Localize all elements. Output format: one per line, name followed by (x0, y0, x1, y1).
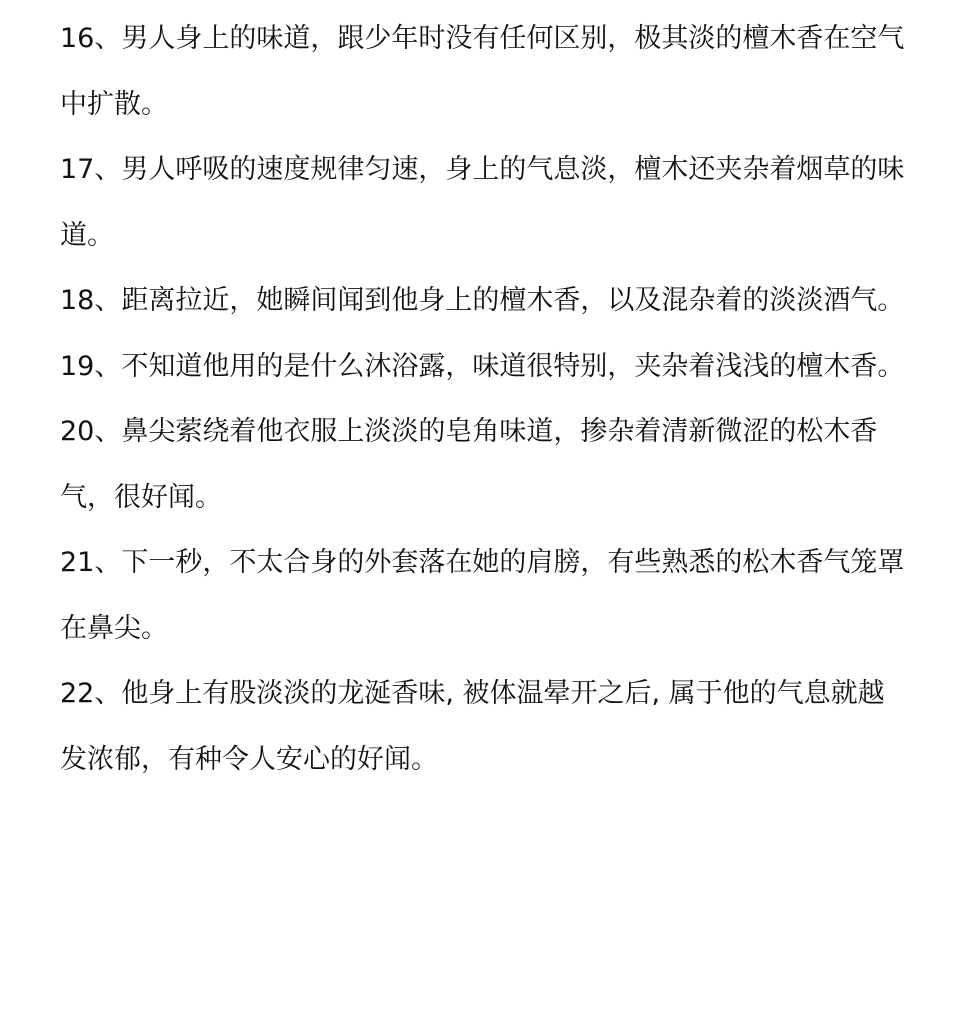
entry-17: 17、男人呼吸的速度规律匀速，身上的气息淡，檀木还夹杂着烟草的味道。 (60, 154, 905, 251)
entry-21: 21、下一秒，不太合身的外套落在她的肩膀，有些熟悉的松木香气笼罩在鼻尖。 (60, 547, 905, 644)
document-body (60, 6, 910, 792)
entry-19: 19、不知道他用的是什么沐浴露，味道很特别，夹杂着浅浅的檀木香。 (60, 350, 905, 382)
entry-20: 20、鼻尖萦绕着他衣服上淡淡的皂角味道，掺杂着清新微涩的松木香气，很好闻。 (60, 416, 878, 513)
entry-18: 18、距离拉近，她瞬间闻到他身上的檀木香，以及混杂着的淡淡酒气。 (60, 285, 905, 316)
entry-22: 22、他身上有股淡淡的龙涎香味, 被体温晕开之后, 属于他的气息就越发浓郁，有种令人安心的好闻。 (60, 678, 885, 775)
entry-16: 16、男人身上的味道，跟少年时没有任何区别，极其淡的檀木香在空气中扩散。 (60, 23, 905, 120)
